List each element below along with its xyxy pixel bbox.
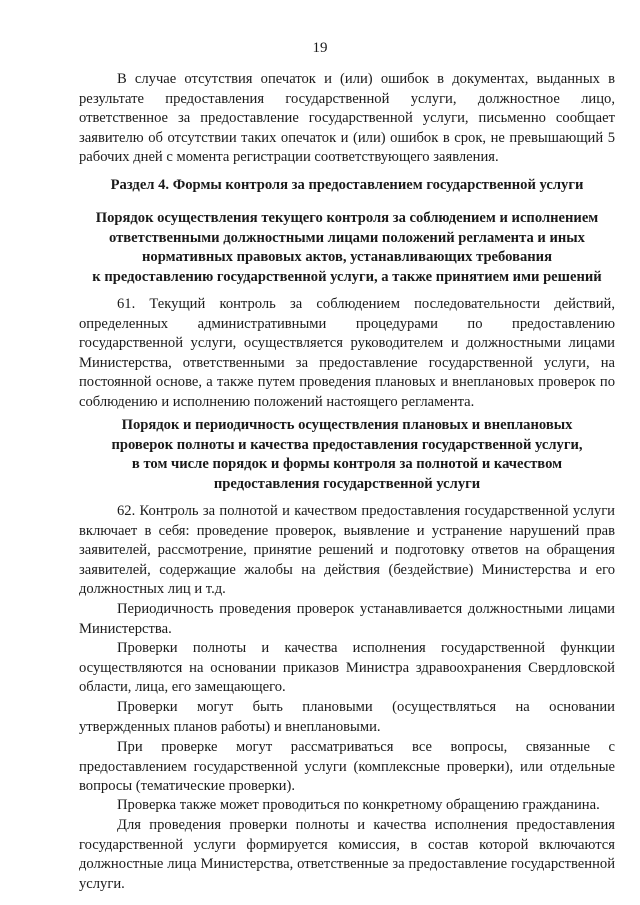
heading-line: ответственными должностными лицами положений регламента и иных (109, 229, 585, 246)
paragraph-no-errors-notice: В случае отсутствия опечаток и (или) ошибок в документах, выданных в результате предоставления государственной услуги, должностное лицо, ответственное за предоставление государственной услуги, письменно сообщает заявителю об отсутствии таких опечаток и (или) ошибок в срок, не превышающий 5 рабочих дней с момента регистрации соответствующего заявления. (79, 71, 615, 166)
heading-line: нормативных правовых актов, устанавливающих требования (142, 249, 552, 266)
paragraph-commission: Для проведения проверки полноты и качества исполнения предоставления государственной услуги формируется комиссия, в состав которой включаются должностные лица Министерства, ответственные за предоставление государственной услуги. (79, 817, 615, 892)
inspections-heading (79, 416, 615, 494)
heading-line: в том числе порядок и формы контроля за полнотой и качеством (131, 456, 563, 473)
page-number: 19 (312, 40, 328, 56)
heading-line: Порядок осуществления текущего контроля за соблюдением и исполнением (95, 210, 599, 226)
heading-line: проверок полноты и качества предоставления государственной услуги, (111, 436, 583, 453)
paragraph-citizen-request: Проверка также может проводиться по конкретному обращению гражданина. (117, 797, 600, 813)
heading-line: к предоставлению государственной услуги, а также принятием ими решений (92, 268, 602, 285)
paragraph-inspection-scope: При проверке могут рассматриваться все вопросы, связанные с предоставлением государственной услуги (комплексные проверки), или отдельные вопросы (тематические проверки). (79, 739, 615, 795)
section-4-heading: Раздел 4. Формы контроля за предоставлением государственной услуги (110, 177, 584, 193)
paragraph-62: 62. Контроль за полнотой и качеством предоставления государственной услуги включает в себя: проведение проверок, выявление и устранение нарушений прав заявителей, рассмотрение, принятие решений и подготовку ответов на обращения заявителей, содержащие жалобы на действия (бездействие) Министерства и его должностных лиц и т.д. (79, 503, 615, 598)
current-control-heading (79, 209, 615, 287)
paragraph-61: 61. Текущий контроль за соблюдением последовательности действий, определенных административными процедурами по предоставлению государственной услуги, осуществляется руководителем и должностными лицами Министерства, ответственными за предоставление государственной услуги, на постоянной основе, а также путем проведения плановых и внеплановых проверок по соблюдению и исполнению положений настоящего регламента. (79, 296, 615, 410)
heading-line: предоставления государственной услуги (213, 475, 481, 492)
paragraph-inspection-orders: Проверки полноты и качества исполнения государственной функции осуществляются на основании приказов Министра здравоохранения Свердловской области, лица, его замещающего. (79, 640, 615, 696)
heading-line: Порядок и периодичность осуществления плановых и внеплановых (121, 417, 573, 433)
paragraph-planned-unplanned: Проверки могут быть плановыми (осуществляться на основании утвержденных планов работы) и внеплановыми. (79, 699, 615, 735)
paragraph-periodicity: Периодичность проведения проверок устанавливается должностными лицами Министерства. (79, 601, 615, 637)
